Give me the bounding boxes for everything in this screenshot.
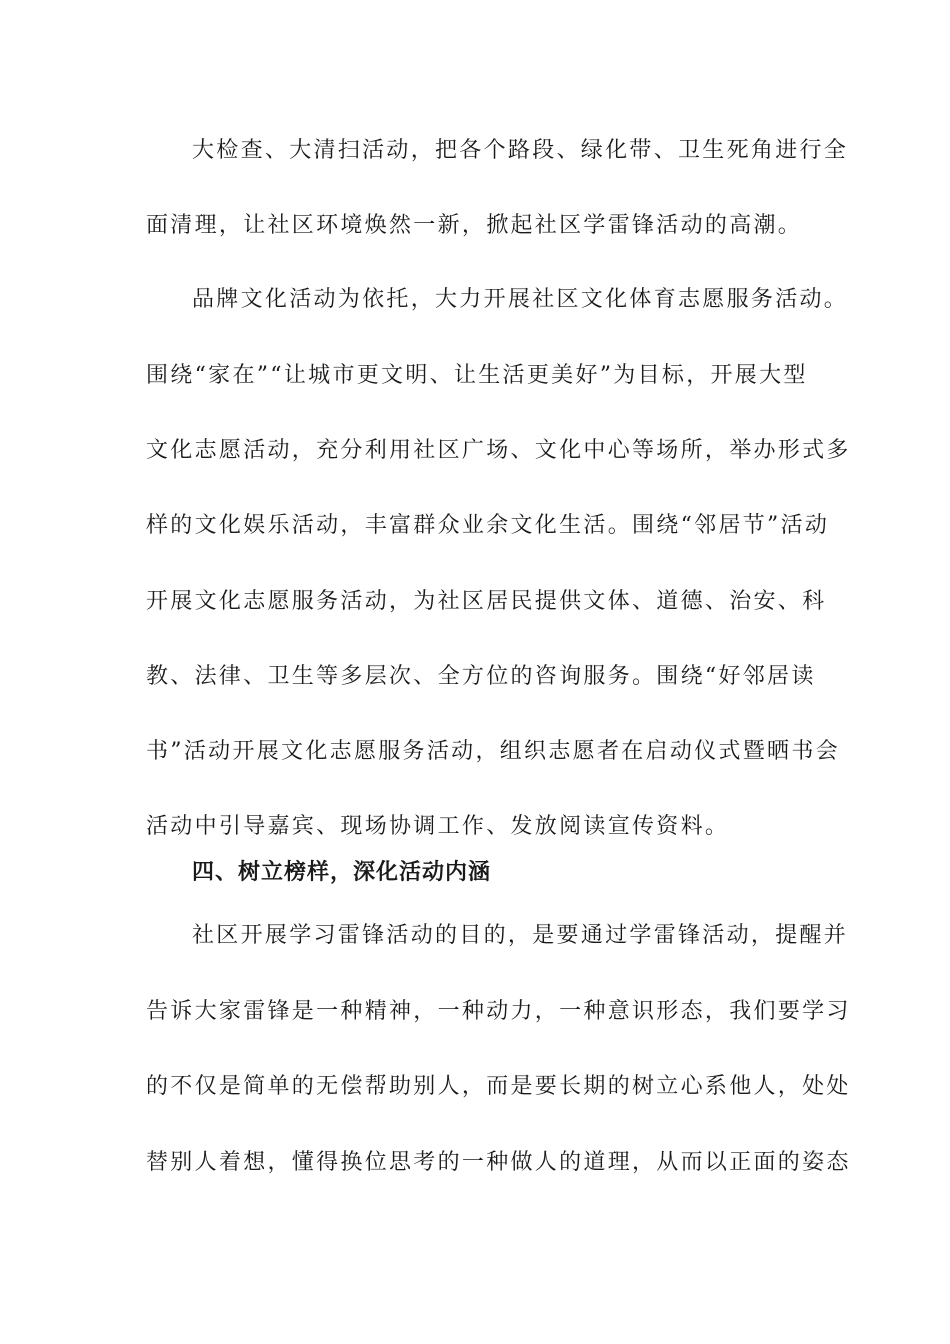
paragraph-line: 面清理，让社区环境焕然一新，掀起社区学雷锋活动的高潮。 [146, 213, 803, 238]
paragraph-line: 开展文化志愿服务活动，为社区居民提供文体、道德、治安、科 [146, 589, 827, 614]
paragraph-line: 围绕“家在”“让城市更文明、让生活更美好”为目标，开展大型 [146, 363, 808, 388]
paragraph-line: 书”活动开展文化志愿服务活动，组织志愿者在启动仪式暨晒书会 [146, 739, 840, 764]
paragraph-line: 大检查、大清扫活动，把各个路段、绿化带、卫生死角进行全 [192, 138, 849, 163]
paragraph-line: 文化志愿活动，充分利用社区广场、文化中心等场所，举办形式多 [146, 438, 851, 463]
paragraph-line: 样的文化娱乐活动，丰富群众业余文化生活。围绕“邻居节”活动 [146, 513, 830, 538]
paragraph-line: 活动中引导嘉宾、现场协调工作、发放阅读宣传资料。 [146, 814, 730, 839]
paragraph-line: 告诉大家雷锋是一种精神，一种动力，一种意识形态，我们要学习 [146, 999, 851, 1024]
section-heading: 四、树立榜样，深化活动内涵 [192, 860, 492, 885]
paragraph-line: 社区开展学习雷锋活动的目的，是要通过学雷锋活动，提醒并 [192, 923, 849, 948]
paragraph-line: 替别人着想，懂得换位思考的一种做人的道理，从而以正面的姿态 [146, 1150, 851, 1175]
paragraph-line: 品牌文化活动为依托，大力开展社区文化体育志愿服务活动。 [192, 287, 849, 312]
paragraph-line: 的不仅是简单的无偿帮助别人，而是要长期的树立心系他人，处处 [146, 1074, 851, 1099]
paragraph-line: 教、法律、卫生等多层次、全方位的咨询服务。围绕“好邻居读 [146, 664, 816, 689]
